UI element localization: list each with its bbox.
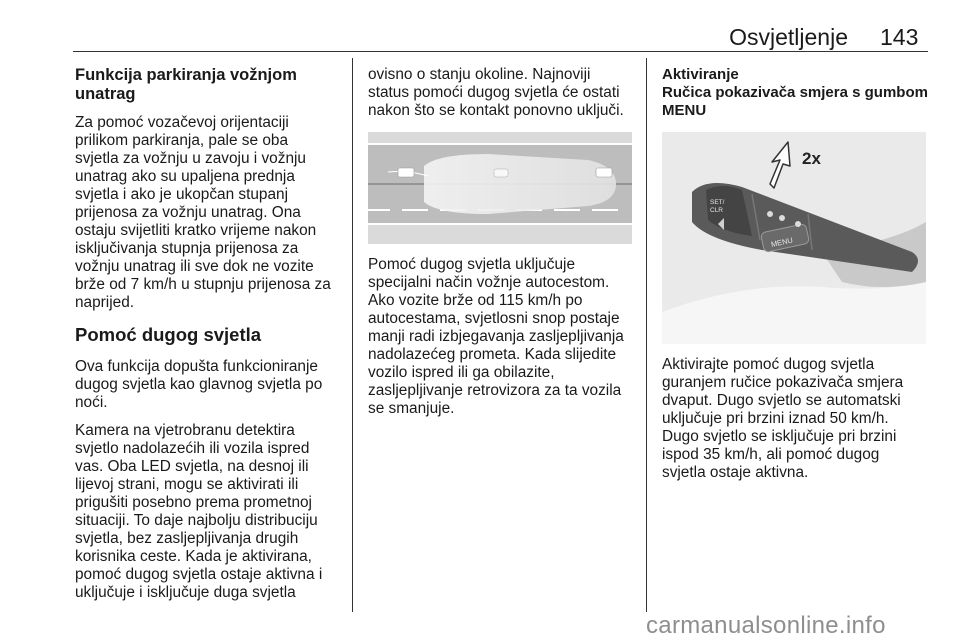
column-3 (662, 66, 930, 482)
column-divider-2 (646, 58, 647, 612)
light-beam (424, 154, 616, 214)
clr-label: CLR (710, 207, 724, 214)
paragraph-continued: ovisno o stanju okoline. Najnoviji status pomoći dugog svjetla će ostati nakon što se kontakt ponovno uključi. (368, 66, 624, 119)
set-label: SET/ (710, 199, 725, 206)
paragraph-activation: Aktivirajte pomoć dugog svjetla guranjem ručice pokazivača smjera dvaput. Dugo svjetlo se automatski uključuje pri brzini iznad 50 km/h. Dugo svjetlo se isključuje pri brzini ispod 35 km/h, ali pomoć dugog svjetla ostaje aktivna. (662, 356, 904, 481)
paragraph-reverse-parking: Za pomoć vozačevoj orijentaciji prilikom parkiranja, pale se oba svjetla za vožnju u zavoju i vožnju unatrag ako su upaljena prednja svjetla i ako je ukopčan stupanj prijenosa za vožnju unatrag. Ona ostaju svijetliti kratko vrijeme nakon isključivanja stupnja prijenosa za vožnju unatrag ili sve dok ne vozite brže od 7 km/h u stupnju prijenosa za naprijed. (75, 114, 331, 311)
section-heading-reverse-parking: Funkcija parkiranja vožnjom unatrag (75, 66, 297, 103)
column-1 (75, 66, 345, 602)
section-subheading-lever: Ručica pokazivača smjera s gumbom MENU (662, 84, 928, 119)
column-2 (368, 66, 640, 418)
paragraph-high-beam-intro: Ova funkcija dopušta funkcioniranje dugog svjetla kao glavnog svjetla po noći. (75, 358, 323, 411)
section-heading-high-beam-assist: Pomoć dugog svjetla (75, 324, 262, 345)
oncoming-car-center (494, 169, 508, 177)
road-shoulder-bottom (368, 224, 632, 244)
paragraph-high-beam-camera: Kamera na vjetrobranu detektira svjetlo nadolazećih ili vozila ispred vas. Oba LED svjetla, na desnoj ili lijevoj strani, mogu se aktivirati ili prigušiti posebno prema prometnoj situaciji. To daje najbolju distribuciju svjetla, bez zasljepljivanja drugih korisnika ceste. Kada je aktivirana, pomoć dugog svjetla ostaje aktivna i uključuje i isključuje duga svjetla (75, 422, 323, 601)
press-count-label: 2x (802, 149, 821, 168)
paragraph-motorway-mode: Pomoć dugog svjetla uključuje specijalni način vožnje autocestom. Ako vozite brže od 115 km/h po autocestama, svjetlosni snop postaje manji radi izbjegavanja zasljepljivanja nadolazećeg prometa. Kada slijedite vozilo ispred ili ga obilazite, zasljepljivanje retrovizora za ta vozila se smanjuje. (368, 256, 624, 417)
header-divider (73, 51, 928, 52)
road-beam-diagram (368, 132, 632, 244)
light-icon-2 (779, 215, 785, 221)
light-icon-3 (795, 221, 801, 227)
lever-illustration (662, 132, 926, 344)
vehicle-ahead (596, 168, 612, 177)
oncoming-car-left (398, 168, 414, 177)
column-divider-1 (352, 58, 353, 612)
light-icon-1 (767, 211, 773, 217)
turn-signal-lever-diagram (662, 132, 926, 344)
road-shoulder-top (368, 132, 632, 144)
menu-button-label: MENU (770, 235, 794, 249)
watermark: carmanualsonline.info (646, 612, 886, 639)
page-number: 143 (880, 24, 919, 50)
road-beam-illustration (368, 132, 632, 244)
section-heading-activation: Aktiviranje (662, 66, 739, 83)
page-title: Osvjetljenje (729, 24, 848, 50)
